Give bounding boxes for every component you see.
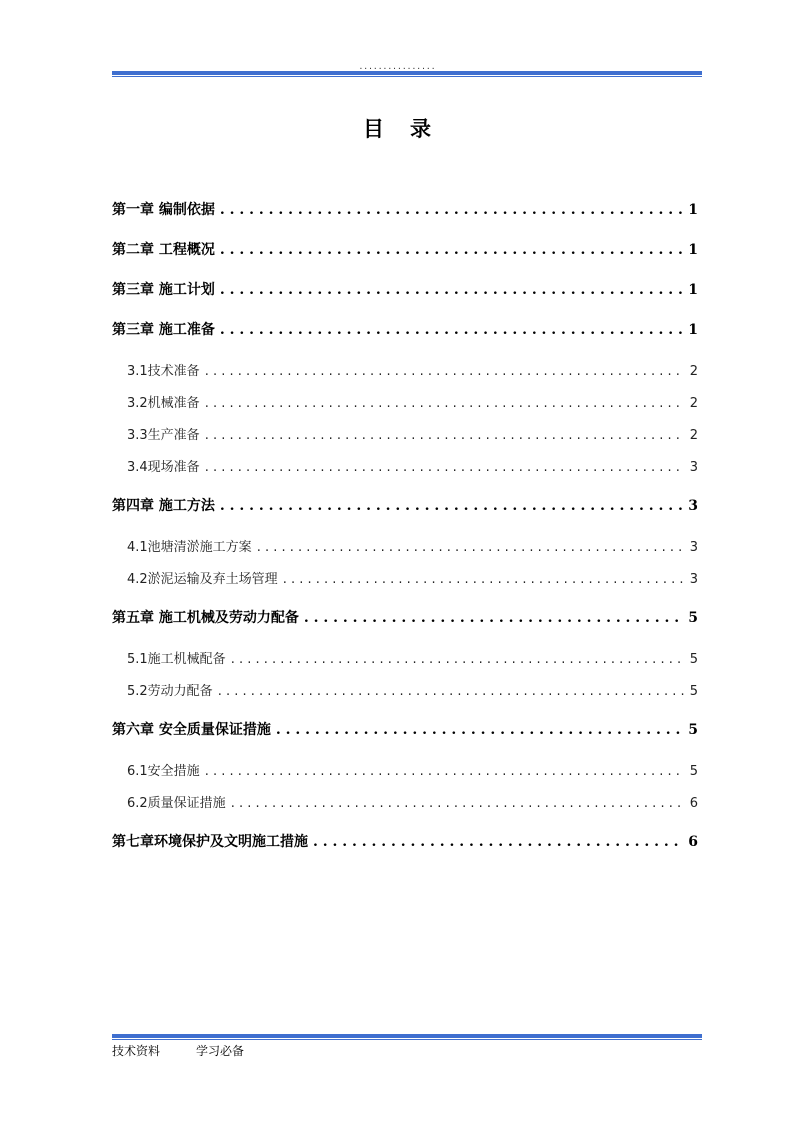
toc-leader [205,428,685,443]
toc-entry-label: 6.1安全措施 [127,764,200,779]
toc-entry[interactable] [112,607,698,627]
toc-page-number: 2 [689,428,698,443]
toc-entry[interactable] [112,392,698,411]
toc-leader [220,202,683,218]
toc-leader [220,322,683,338]
toc-entry[interactable] [112,831,698,851]
toc-entry-label: 3.2机械准备 [127,396,200,411]
toc-entry[interactable] [112,719,698,739]
toc-entry[interactable] [112,279,698,299]
toc-page-number: 1 [688,322,698,338]
toc-page-number: 5 [688,610,698,626]
toc-page-number: 3 [688,498,698,514]
toc-entry-label: 4.1池塘清淤施工方案 [127,540,252,555]
toc-leader [220,242,683,258]
toc-entry-label: 4.2淤泥运输及弃土场管理 [127,572,278,587]
toc-leader [276,722,683,738]
toc-page-number: 1 [688,202,698,218]
toc-leader [205,764,685,779]
toc-entry-label: 6.2质量保证措施 [127,796,226,811]
toc-entry-label: 第三章 施工准备 [112,322,215,338]
toc-leader [205,460,685,475]
toc-leader [205,396,685,411]
toc-page-number: 3 [689,540,698,555]
toc-leader [257,540,685,555]
toc-entry-label: 第四章 施工方法 [112,498,215,514]
toc-entry-label: 5.2劳动力配备 [127,684,213,699]
toc-entry-label: 第七章环境保护及文明施工措施 [112,834,308,850]
toc-entry-label: 第二章 工程概况 [112,242,215,258]
toc-entry-label: 3.1技术准备 [127,364,200,379]
toc-leader [231,796,685,811]
toc-page-number: 5 [689,684,698,699]
toc-entry-label: 3.4现场准备 [127,460,200,475]
footer-right-text: 学习必备 [196,1044,245,1058]
toc-page-number: 6 [689,796,698,811]
toc-page-number: 5 [688,722,698,738]
toc-entry[interactable] [112,495,698,515]
header-rule [112,71,702,77]
toc-entry[interactable] [112,424,698,443]
toc-page-number: 3 [689,572,698,587]
toc-entry[interactable] [112,568,698,587]
toc-entry[interactable] [112,648,698,667]
toc-page-number: 2 [689,364,698,379]
toc-entry[interactable] [112,680,698,699]
toc-leader [220,498,683,514]
toc-page-number: 2 [689,396,698,411]
footer [112,1042,244,1059]
header-dots: ................ [358,62,436,71]
toc-leader [313,834,683,850]
toc-entry[interactable] [112,456,698,475]
toc-page-number: 3 [689,460,698,475]
toc-leader [304,610,683,626]
toc-entry[interactable] [112,360,698,379]
toc-leader [218,684,685,699]
toc-entry-label: 第一章 编制依据 [112,202,215,218]
toc-leader [231,652,685,667]
toc-leader [283,572,685,587]
toc-page-number: 1 [688,282,698,298]
toc-page-number: 6 [688,834,698,850]
toc-page-number: 5 [689,764,698,779]
toc-page-number: 1 [688,242,698,258]
toc-entry-label: 5.1施工机械配备 [127,652,226,667]
footer-left-text: 技术资料 [112,1044,161,1058]
toc-entry-label: 3.3生产准备 [127,428,200,443]
footer-rule [112,1034,702,1040]
toc-entry[interactable] [112,199,698,219]
toc-entry[interactable] [112,319,698,339]
toc-leader [205,364,685,379]
toc-entry[interactable] [112,239,698,259]
toc-entry[interactable] [112,536,698,555]
page-title: 目录 [363,116,457,141]
toc-entry-label: 第五章 施工机械及劳动力配备 [112,610,299,626]
toc-leader [220,282,683,298]
toc-entry-label: 第三章 施工计划 [112,282,215,298]
toc-entry[interactable] [112,760,698,779]
toc-entry[interactable] [112,792,698,811]
toc-page-number: 5 [689,652,698,667]
toc-entry-label: 第六章 安全质量保证措施 [112,722,271,738]
